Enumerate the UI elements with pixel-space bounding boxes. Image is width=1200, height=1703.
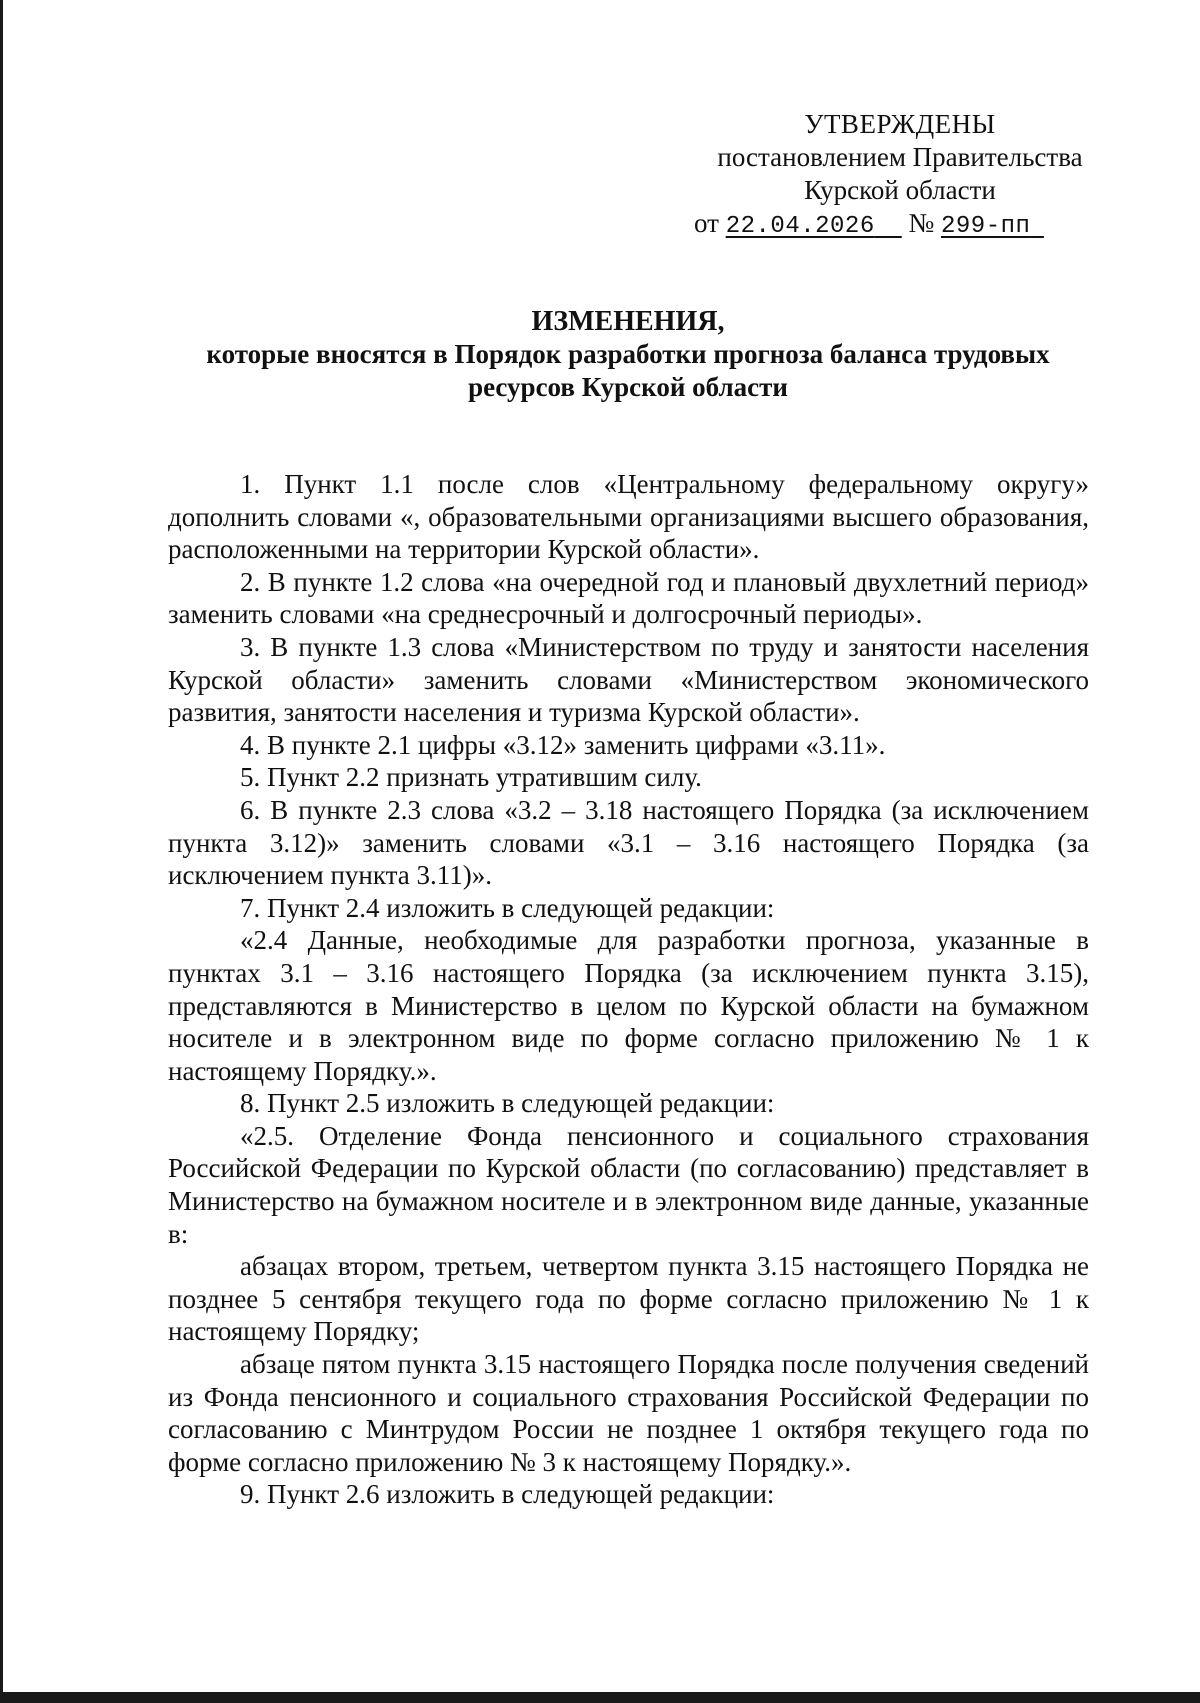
paragraph-5: 5. Пункт 2.2 признать утратившим силу. bbox=[240, 762, 702, 793]
scan-edge-bottom bbox=[0, 1692, 1200, 1703]
paragraph-13: 9. Пункт 2.6 изложить в следующей редакции: bbox=[240, 1479, 775, 1510]
scan-edge-left bbox=[0, 0, 3, 1703]
paragraph-3: 3. В пункте 1.3 слова «Министерством по труду и занятости населения Курской области» заменить словами «Министерством экономического развития, занятости населения и туризма Курской области». bbox=[168, 631, 1089, 728]
approval-stamp bbox=[680, 108, 1120, 243]
paragraph-8: «2.4 Данные, необходимые для разработки прогноза, указанные в пунктах 3.1 – 3.16 настоящего Порядка (за исключением пункта 3.15), представляются в Министерство в целом по Курской области на бумажном носителе и в электронном виде по форме согласно приложению № 1 к настоящему Порядку.». bbox=[168, 925, 1089, 1086]
date-prefix: от bbox=[694, 208, 719, 238]
paragraph-6: 6. В пункте 2.3 слова «3.2 – 3.18 настоящего Порядка (за исключением пункта 3.12)» заменить словами «3.1 – 3.16 настоящего Порядка (за исключением пункта 3.11)». bbox=[168, 794, 1089, 891]
approval-date-number bbox=[680, 207, 1120, 243]
document-title bbox=[168, 305, 1088, 404]
number-value: 299-пп bbox=[941, 213, 1031, 240]
date-underline-fill bbox=[875, 208, 902, 238]
paragraph-12: абзаце пятом пункта 3.15 настоящего Порядка после получения сведений из Фонда пенсионного и социального страхования Российской Федерации по согласованию с Минтрудом России не позднее 1 октября текущего года по форме согласно приложению № 3 к настоящему Порядку.». bbox=[168, 1349, 1089, 1477]
document-body bbox=[168, 468, 1089, 1511]
approval-heading: УТВЕРЖДЕНЫ bbox=[804, 109, 996, 139]
paragraph-2: 2. В пункте 1.2 слова «на очередной год и плановый двухлетний период» заменить словами «на среднесрочный и долгосрочный периоды». bbox=[168, 566, 1089, 630]
paragraph-11: абзацах втором, третьем, четвертом пункта 3.15 настоящего Порядка не позднее 5 сентября текущего года по форме согласно приложению № 1 к настоящему Порядку; bbox=[168, 1251, 1089, 1347]
number-underline-fill bbox=[1030, 208, 1044, 238]
approval-region: Курской области bbox=[804, 175, 996, 205]
date-value: 22.04.2026 bbox=[725, 213, 875, 240]
paragraph-1: 1. Пункт 1.1 после слов «Центральному федеральному округу» дополнить словами «, образовательными организациями высшего образования, расположенными на территории Курской области». bbox=[168, 469, 1089, 565]
document-title-main: ИЗМЕНЕНИЯ, bbox=[531, 306, 725, 337]
number-prefix: № bbox=[908, 208, 935, 238]
paragraph-4: 4. В пункте 2.1 цифры «3.12» заменить цифрами «3.11». bbox=[240, 729, 886, 760]
document-title-subtitle: которые вносятся в Порядок разработки прогноза баланса трудовых ресурсов Курской области bbox=[206, 339, 1050, 402]
paragraph-7: 7. Пункт 2.4 изложить в следующей редакции: bbox=[240, 892, 775, 923]
paragraph-10: «2.5. Отделение Фонда пенсионного и социального страхования Российской Федерации по Курской области (по согласованию) представляет в Министерство на бумажном носителе и в электронном виде данные, указанные в: bbox=[168, 1120, 1089, 1249]
paragraph-9: 8. Пункт 2.5 изложить в следующей редакции: bbox=[240, 1088, 775, 1119]
approval-issuer: постановлением Правительства bbox=[717, 142, 1083, 172]
